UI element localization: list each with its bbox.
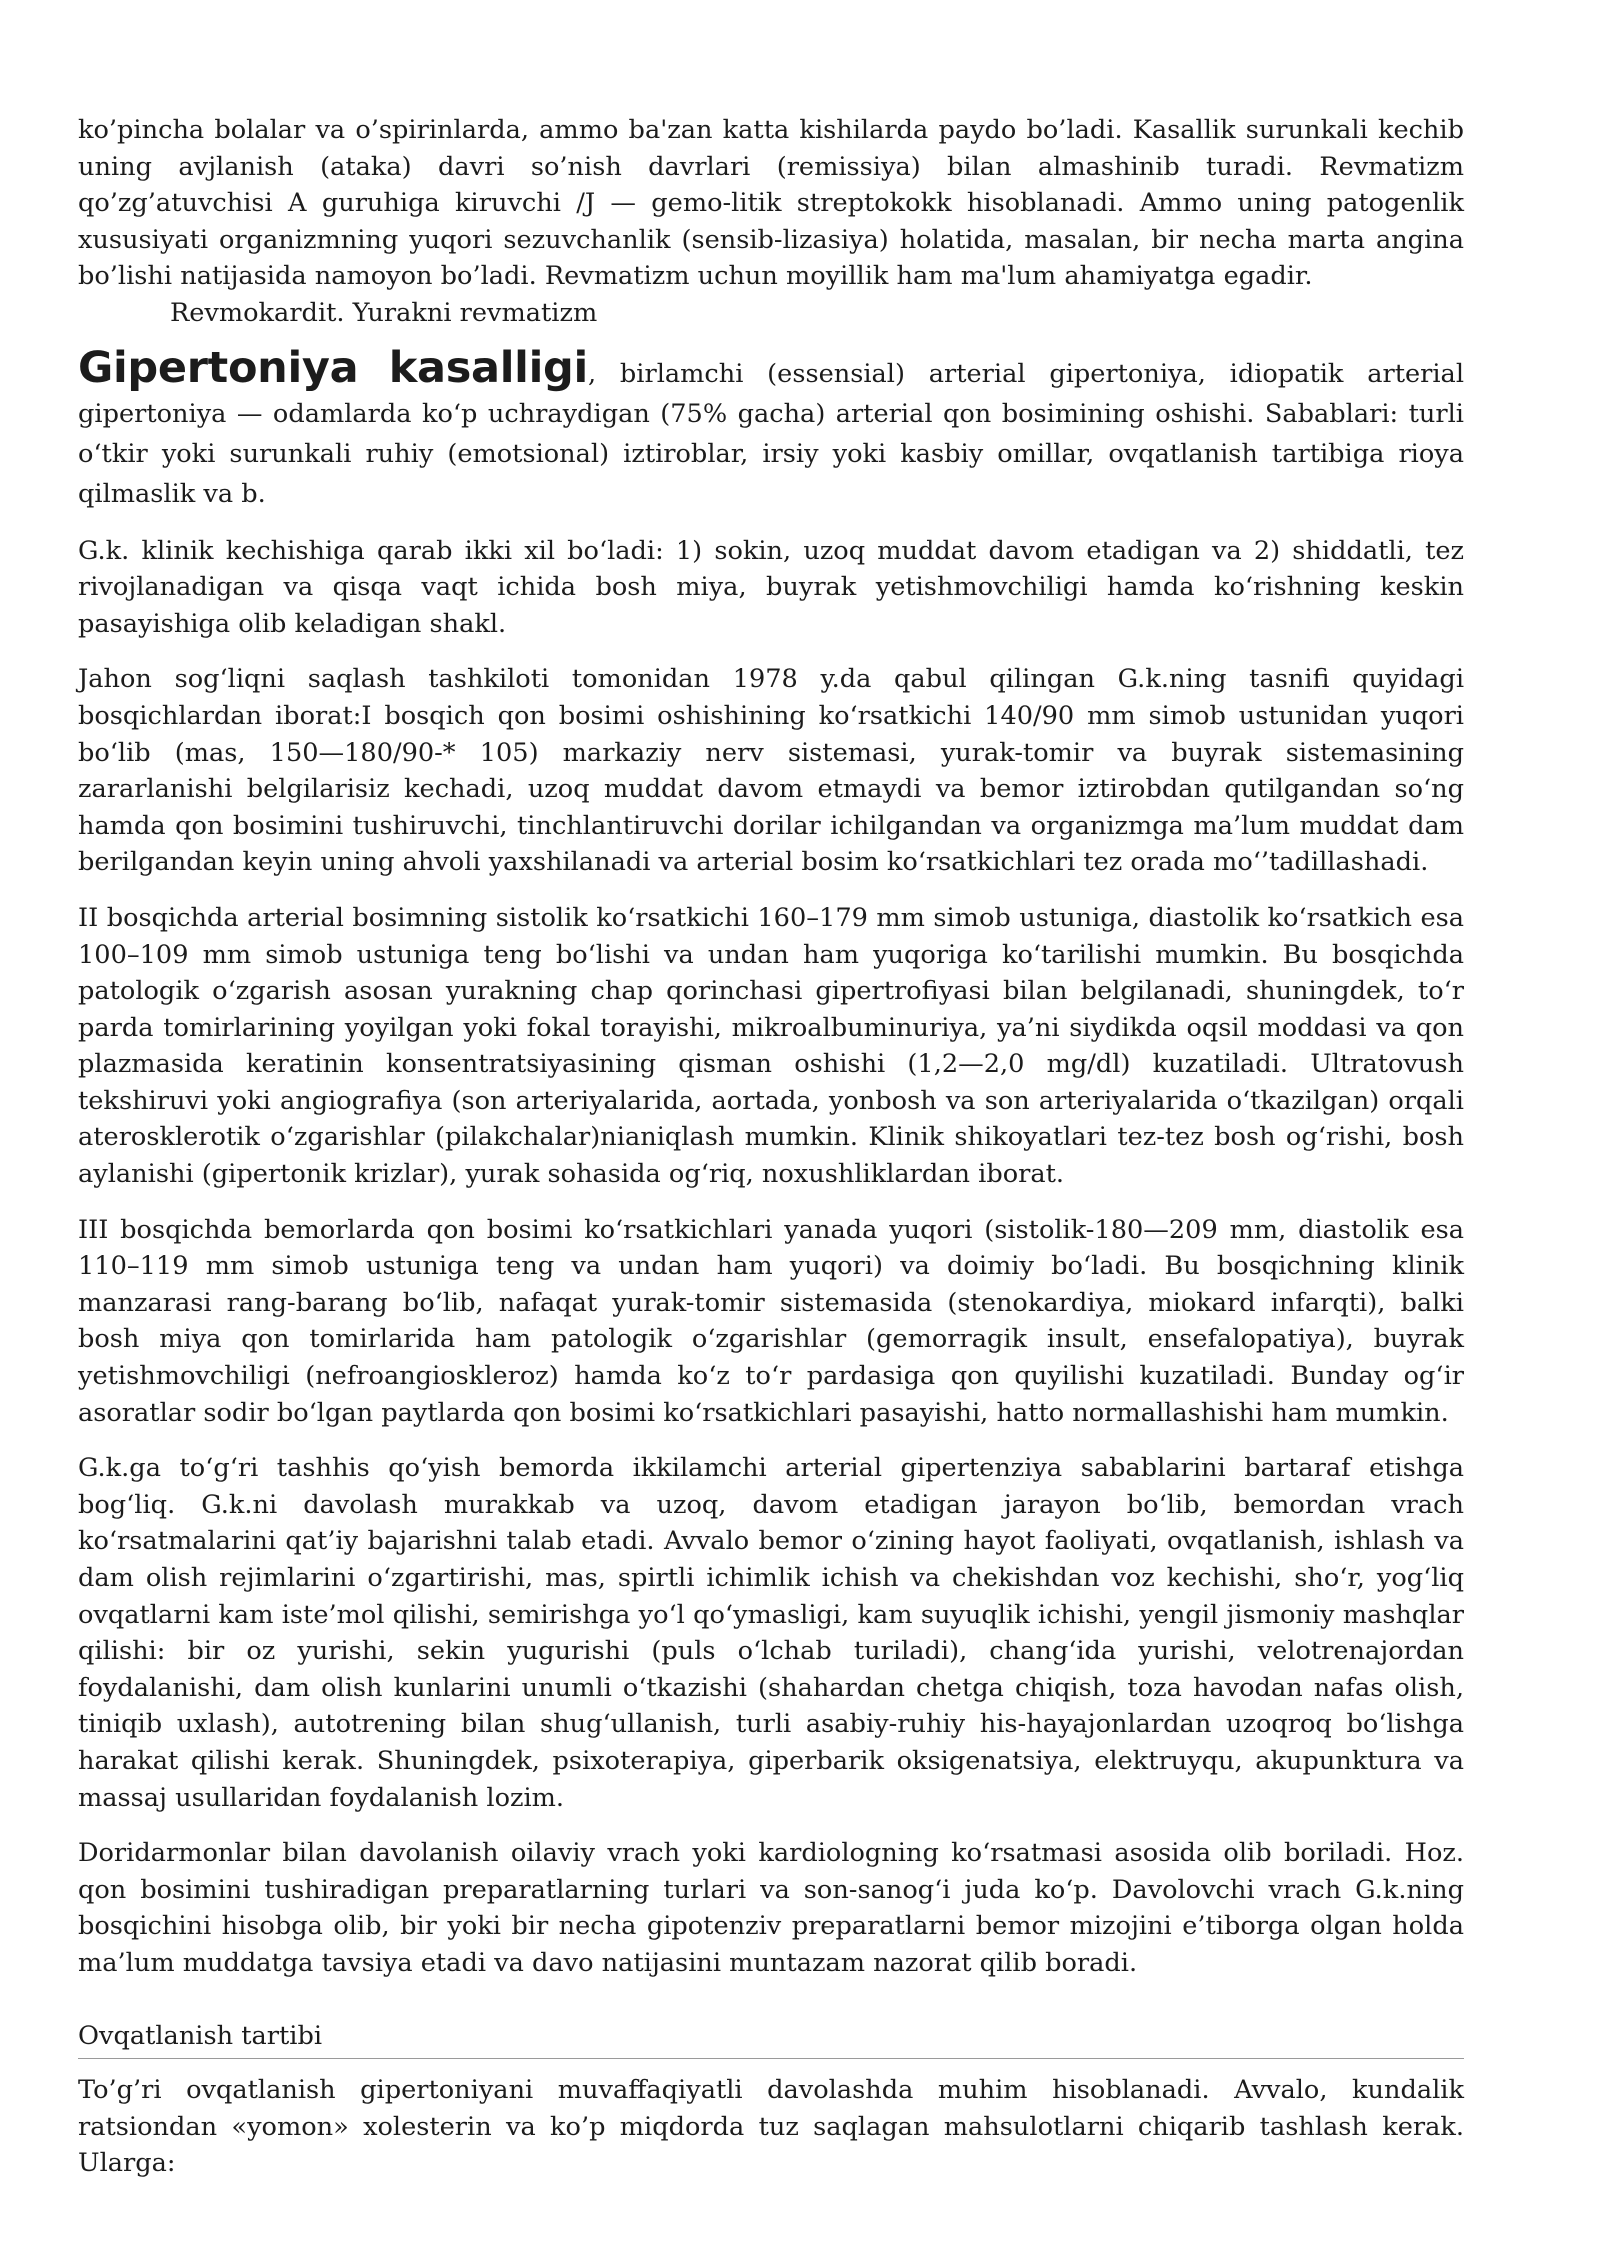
article-title: Gipertoniya kasalligi (78, 342, 588, 393)
article-paragraph-3: II bosqichda arterial bosimning sistolik ko‘rsatkichi 160–179 mm simob ustuniga, diastolik ko‘rsatkich esa 100–109 mm simob ustuniga teng bo‘lishi va undan ham yuqoriga ko‘tarilishi mumkin. Bu bosqichda patologik o‘zgarish asosan yurakning chap qorinchasi gipertrofiyasi bilan belgilanadi, shuningdek, to‘r parda tomirlarining yoyilgan yoki fokal torayishi, mikroalbuminuriya, ya’ni siydikda oqsil moddasi va qon plazmasida keratinin konsentratsiyasining qisman oshishi (1,2—2,0 mg/dl) kuzatiladi. Ultratovush tekshiruvi yoki angiografiya (son arteriyalarida, aortada, yonbosh va son arteriyalarida o‘tkazilgan) orqali aterosklerotik o‘zgarishlar (pilakchalar)nianiqlash mumkin. Klinik shikoyatlari tez-tez bosh og‘rishi, bosh aylanishi (gipertonik krizlar), yurak sohasida og‘riq, noxushliklardan iborat. (78, 902, 1464, 1190)
diet-paragraph: To’g’ri ovqatlanish gipertoniyani muvaffaqiyatli davolashda muhim hisoblanadi. Avvalo, kundalik ratsiondan «yomon» xolesterin va ko’p miqdorda tuz saqlagan mahsulotlarni chiqarib tashlash kerak. Ularga: (78, 2075, 1464, 2179)
article-paragraph-6: Doridarmonlar bilan davolanish oilaviy vrach yoki kardiologning ko‘rsatmasi asosida olib boriladi. Hoz. qon bosimini tushiradigan preparatlarning turlari va son-sanog‘i juda ko‘p. Davolovchi vrach G.k.ning bosqichini hisobga olib, bir yoki bir necha gipotenziv preparatlarni bemor mizojini e’tiborga olgan holda ma’lum muddatga tavsiya etadi va davo natijasini muntazam nazorat qilib boradi. (78, 1838, 1464, 1978)
diet-heading: Ovqatlanish tartibi (78, 2018, 1464, 2060)
article-section (78, 342, 1464, 1982)
indented-line: Revmokardit. Yurakni revmatizm (170, 297, 598, 328)
intro-section (78, 112, 1464, 332)
diet-section (78, 2018, 1464, 2182)
article-lead-text: , birlamchi (essensial) arterial gipertoniya, idiopatik arterial gipertoniya — odamlarda ko‘p uchraydigan (75% gacha) arterial qon bosimining oshishi. Sabablari: turli o‘tkir yoki surunkali ruhiy (emotsional) iztiroblar, irsiy yoki kasbiy omillar, ovqatlanish tartibiga rioya qilmaslik va b. (78, 358, 1464, 509)
document-page (78, 112, 1464, 2182)
intro-paragraph: ko’pincha bolalar va o’spirinlarda, ammo ba'zan katta kishilarda paydo bo’ladi. Kasallik surunkali kechib uning avjlanish (ataka) davri so’nish davrlari (remissiya) bilan almashinib turadi. Revmatizm qo’zg’atuvchisi A guruhiga kiruvchi /J — gemo-litik streptokokk hisoblanadi. Ammo uning patogenlik xususiyati organizmning yuqori sezuvchanlik (sensib-lizasiya) holatida, masalan, bir necha marta angina bo’lishi natijasida namoyon bo’ladi. Revmatizm uchun moyillik ham ma'lum ahamiyatga egadir. (78, 115, 1464, 292)
article-paragraph-2: Jahon sog‘liqni saqlash tashkiloti tomonidan 1978 y.da qabul qilingan G.k.ning tasnifi quyidagi bosqichlardan iborat:I bosqich qon bosimi oshishining ko‘rsatkichi 140/90 mm simob ustunidan yuqori bo‘lib (mas, 150—180/90-* 105) markaziy nerv sistemasi, yurak-tomir va buyrak sistemasining zararlanishi belgilarisiz kechadi, uzoq muddat davom etmaydi va bemor iztirobdan qutilgandan so‘ng hamda qon bosimini tushiruvchi, tinchlantiruvchi dorilar ichilgandan va organizmga ma’lum muddat dam berilgandan keyin uning ahvoli yaxshilanadi va arterial bosim ko‘rsatkichlari tez orada mo‘’tadillashadi. (78, 664, 1464, 878)
article-paragraph-4: III bosqichda bemorlarda qon bosimi ko‘rsatkichlari yanada yuqori (sistolik-180—209 mm, diastolik esa 110–119 mm simob ustuniga teng va undan ham yuqori) va doimiy bo‘ladi. Bu bosqichning klinik manzarasi rang-barang bo‘lib, nafaqat yurak-tomir sistemasida (stenokardiya, miokard infarqti), balki bosh miya qon tomirlarida ham patologik o‘zgarishlar (gemorragik insult, ensefalopatiya), buyrak yetishmovchiligi (nefroangioskleroz) hamda ko‘z to‘r pardasiga qon quyilishi kuzatiladi. Bunday og‘ir asoratlar sodir bo‘lgan paytlarda qon bosimi ko‘rsatkichlari pasayishi, hatto normallashishi ham mumkin. (78, 1214, 1464, 1428)
article-paragraph-1: G.k. klinik kechishiga qarab ikki xil bo‘ladi: 1) sokin, uzoq muddat davom etadigan va 2) shiddatli, tez rivojlanadigan va qisqa vaqt ichida bosh miya, buyrak yetishmovchiligi hamda ko‘rishning keskin pasayishiga olib keladigan shakl. (78, 535, 1464, 639)
article-lead-paragraph (78, 342, 1464, 514)
article-paragraph-5: G.k.ga to‘g‘ri tashhis qo‘yish bemorda ikkilamchi arterial gipertenziya sabablarini bartaraf etishga bog‘liq. G.k.ni davolash murakkab va uzoq, davom etadigan jarayon bo‘lib, bemordan vrach ko‘rsatmalarini qat’iy bajarishni talab etadi. Avvalo bemor o‘zining hayot faoliyati, ovqatlanish, ishlash va dam olish rejimlarini o‘zgartirishi, mas, spirtli ichimlik ichish va chekishdan voz kechishi, sho‘r, yog‘liq ovqatlarni kam iste’mol qilishi, semirishga yo‘l qo‘ymasligi, kam suyuqlik ichishi, yengil jismoniy mashqlar qilishi: bir oz yurishi, sekin yugurishi (puls o‘lchab turiladi), chang‘ida yurishi, velotrenajordan foydalanishi, dam olish kunlarini unumli o‘tkazishi (shahardan chetga chiqish, toza havodan nafas olish, tiniqib uxlash), autotrening bilan shug‘ullanish, turli asabiy-ruhiy his-hayajonlardan uzoqroq bo‘lishga harakat qilishi kerak. Shuningdek, psixoterapiya, giperbarik oksigenatsiya, elektruyqu, akupunktura va massaj usullaridan foydalanish lozim. (78, 1453, 1464, 1813)
